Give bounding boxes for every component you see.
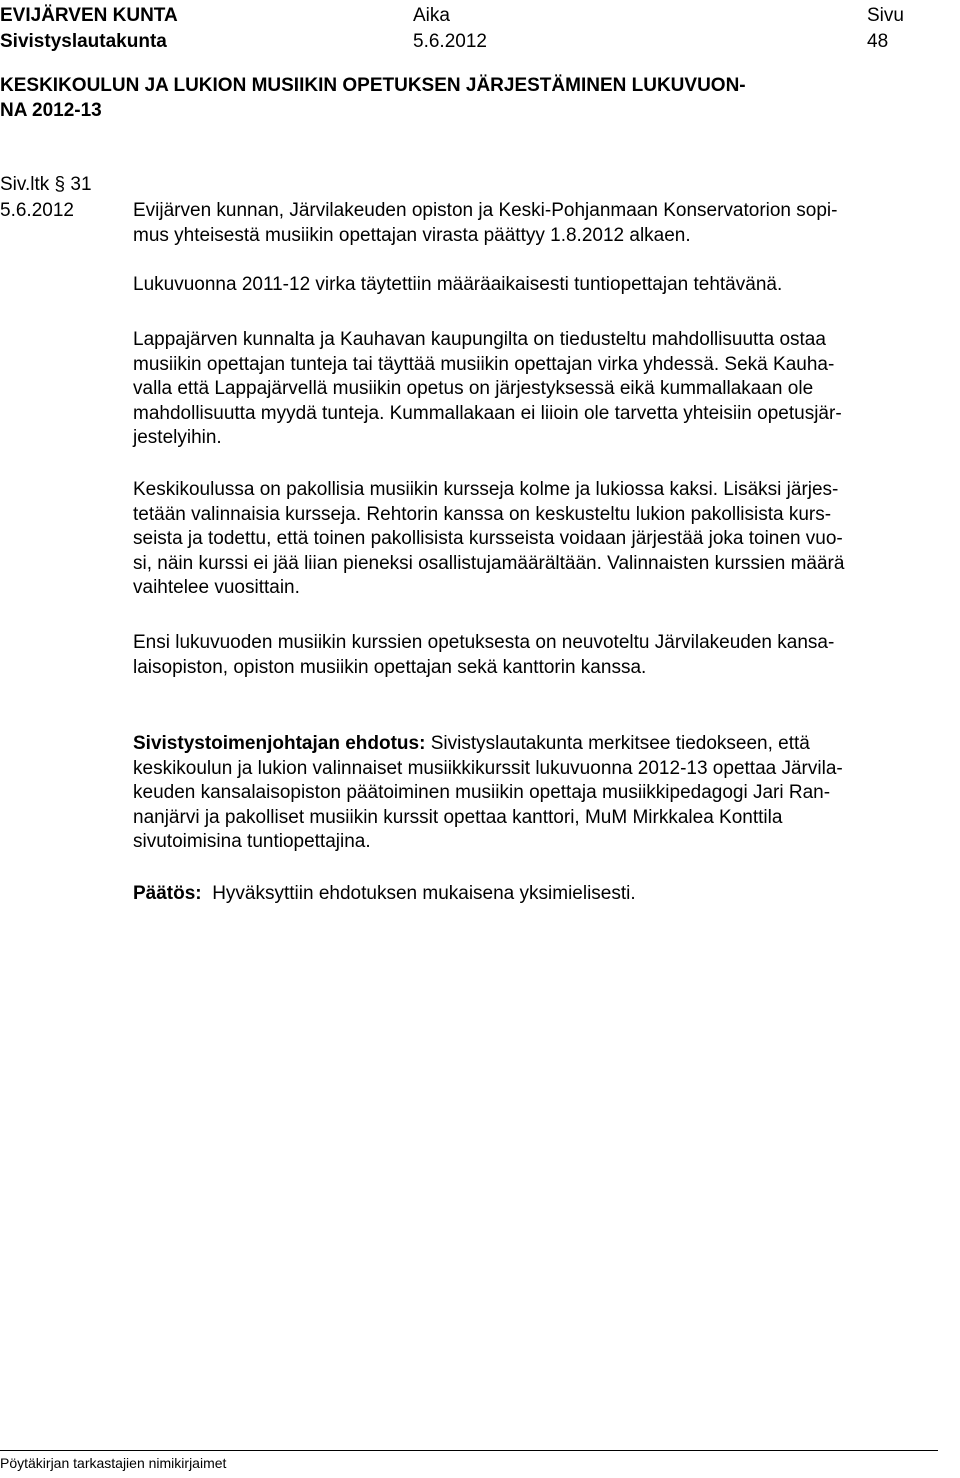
paragraph-inquiry <box>133 328 955 451</box>
section-symbol: § <box>54 174 66 195</box>
title-line: NA 2012-13 <box>0 100 102 121</box>
text-line: nanjärvi ja pakolliset musiikin kurssit opettaa kanttori, MuM Mirkkalea Konttila <box>133 806 783 828</box>
paragraph-agreement <box>133 199 955 248</box>
page-label: Sivu <box>867 5 904 26</box>
reference-date: 5.6.2012 <box>0 200 74 221</box>
text-line: vaihtelee vuosittain. <box>133 577 300 598</box>
text-line: laisopiston, opiston musiikin opettajan sekä kanttorin kanssa. <box>133 656 647 678</box>
decision-line <box>133 882 955 907</box>
text-line: keskikoulun ja lukion valinnaiset musiikkikurssit lukuvuonna 2012-13 opettaa Järvila- <box>133 757 843 779</box>
text-line: Lukuvuonna 2011-12 virka täytettiin määräaikaisesti tuntiopettajan tehtävänä. <box>133 274 783 295</box>
decision-text: Hyväksyttiin ehdotuksen mukaisena yksimielisesti. <box>212 883 636 904</box>
paragraph-previous-year <box>133 273 955 298</box>
text-line: seista ja todettu, että toinen pakollisista kursseista voidaan järjestää joka toinen vuo- <box>133 528 843 549</box>
text-line: si, näin kurssi ei jää liian pieneksi osallistujamäärältään. Valinnaisten kurssien määrä <box>133 552 845 574</box>
text-line: Lappajärven kunnalta ja Kauhavan kaupungilta on tiedusteltu mahdollisuutta ostaa <box>133 329 826 350</box>
text-line: mus yhteisestä musiikin opettajan virasta päättyy 1.8.2012 alkaen. <box>133 224 691 246</box>
proposal-label: Sivistystoimenjohtajan ehdotus: <box>133 733 426 754</box>
paragraph-courses <box>133 478 955 601</box>
section-reference <box>0 173 92 198</box>
proposal-first-line <box>133 732 955 757</box>
decision-paragraph <box>133 882 955 907</box>
page-number: 48 <box>867 31 889 52</box>
text-line: sivutoimisina tuntiopettajina. <box>133 831 371 852</box>
footer-initials-label: Pöytäkirjan tarkastajien nimikirjaimet <box>0 1455 227 1471</box>
board-name: Sivistyslautakunta <box>0 31 167 52</box>
text-line: Ensi lukuvuoden musiikin kurssien opetuksesta on neuvoteltu Järvilakeuden kansa- <box>133 632 835 653</box>
text-line: jestelyihin. <box>133 427 222 448</box>
text-line: keuden kansalaisopiston päätoiminen musiikin opettaja musiikkipedagogi Jari Ran- <box>133 782 831 803</box>
time-label: Aika <box>413 5 450 26</box>
decision-label: Päätös: <box>133 883 202 904</box>
title-line: KESKIKOULUN JA LUKION MUSIIKIN OPETUKSEN JÄRJESTÄMINEN LUKUVUON- <box>0 75 746 96</box>
text-line: tetään valinnaisia kursseja. Rehtorin kanssa on keskusteltu lukion pakollisista kurs- <box>133 503 832 525</box>
paragraph-negotiation <box>133 631 955 680</box>
document-title <box>0 73 746 123</box>
text-line: valla että Lappajärvellä musiikin opetus on järjestyksessä eikä kummallakaan ole <box>133 378 814 399</box>
text-line: mahdollisuutta myydä tunteja. Kummallakaan ei liioin ole tarvetta yhteisiin opetusjär- <box>133 402 842 424</box>
meeting-date: 5.6.2012 <box>413 31 487 52</box>
municipality-name: EVIJÄRVEN KUNTA <box>0 5 178 26</box>
text-line: Keskikoulussa on pakollisia musiikin kursseja kolme ja lukiossa kaksi. Lisäksi järjes- <box>133 479 839 500</box>
text-line: Evijärven kunnan, Järvilakeuden opiston ja Keski-Pohjanmaan Konservatorion sopi- <box>133 200 838 221</box>
reference-prefix: Siv.ltk <box>0 174 50 195</box>
footer-divider <box>0 1450 938 1451</box>
text-line: musiikin opettajan tunteja tai täyttää musiikin opettajan virka yhdessä. Sekä Kauha- <box>133 353 835 375</box>
section-number: 31 <box>70 174 92 195</box>
proposal-paragraph <box>133 732 955 855</box>
proposal-text: Sivistyslautakunta merkitsee tiedokseen, että <box>425 733 810 754</box>
